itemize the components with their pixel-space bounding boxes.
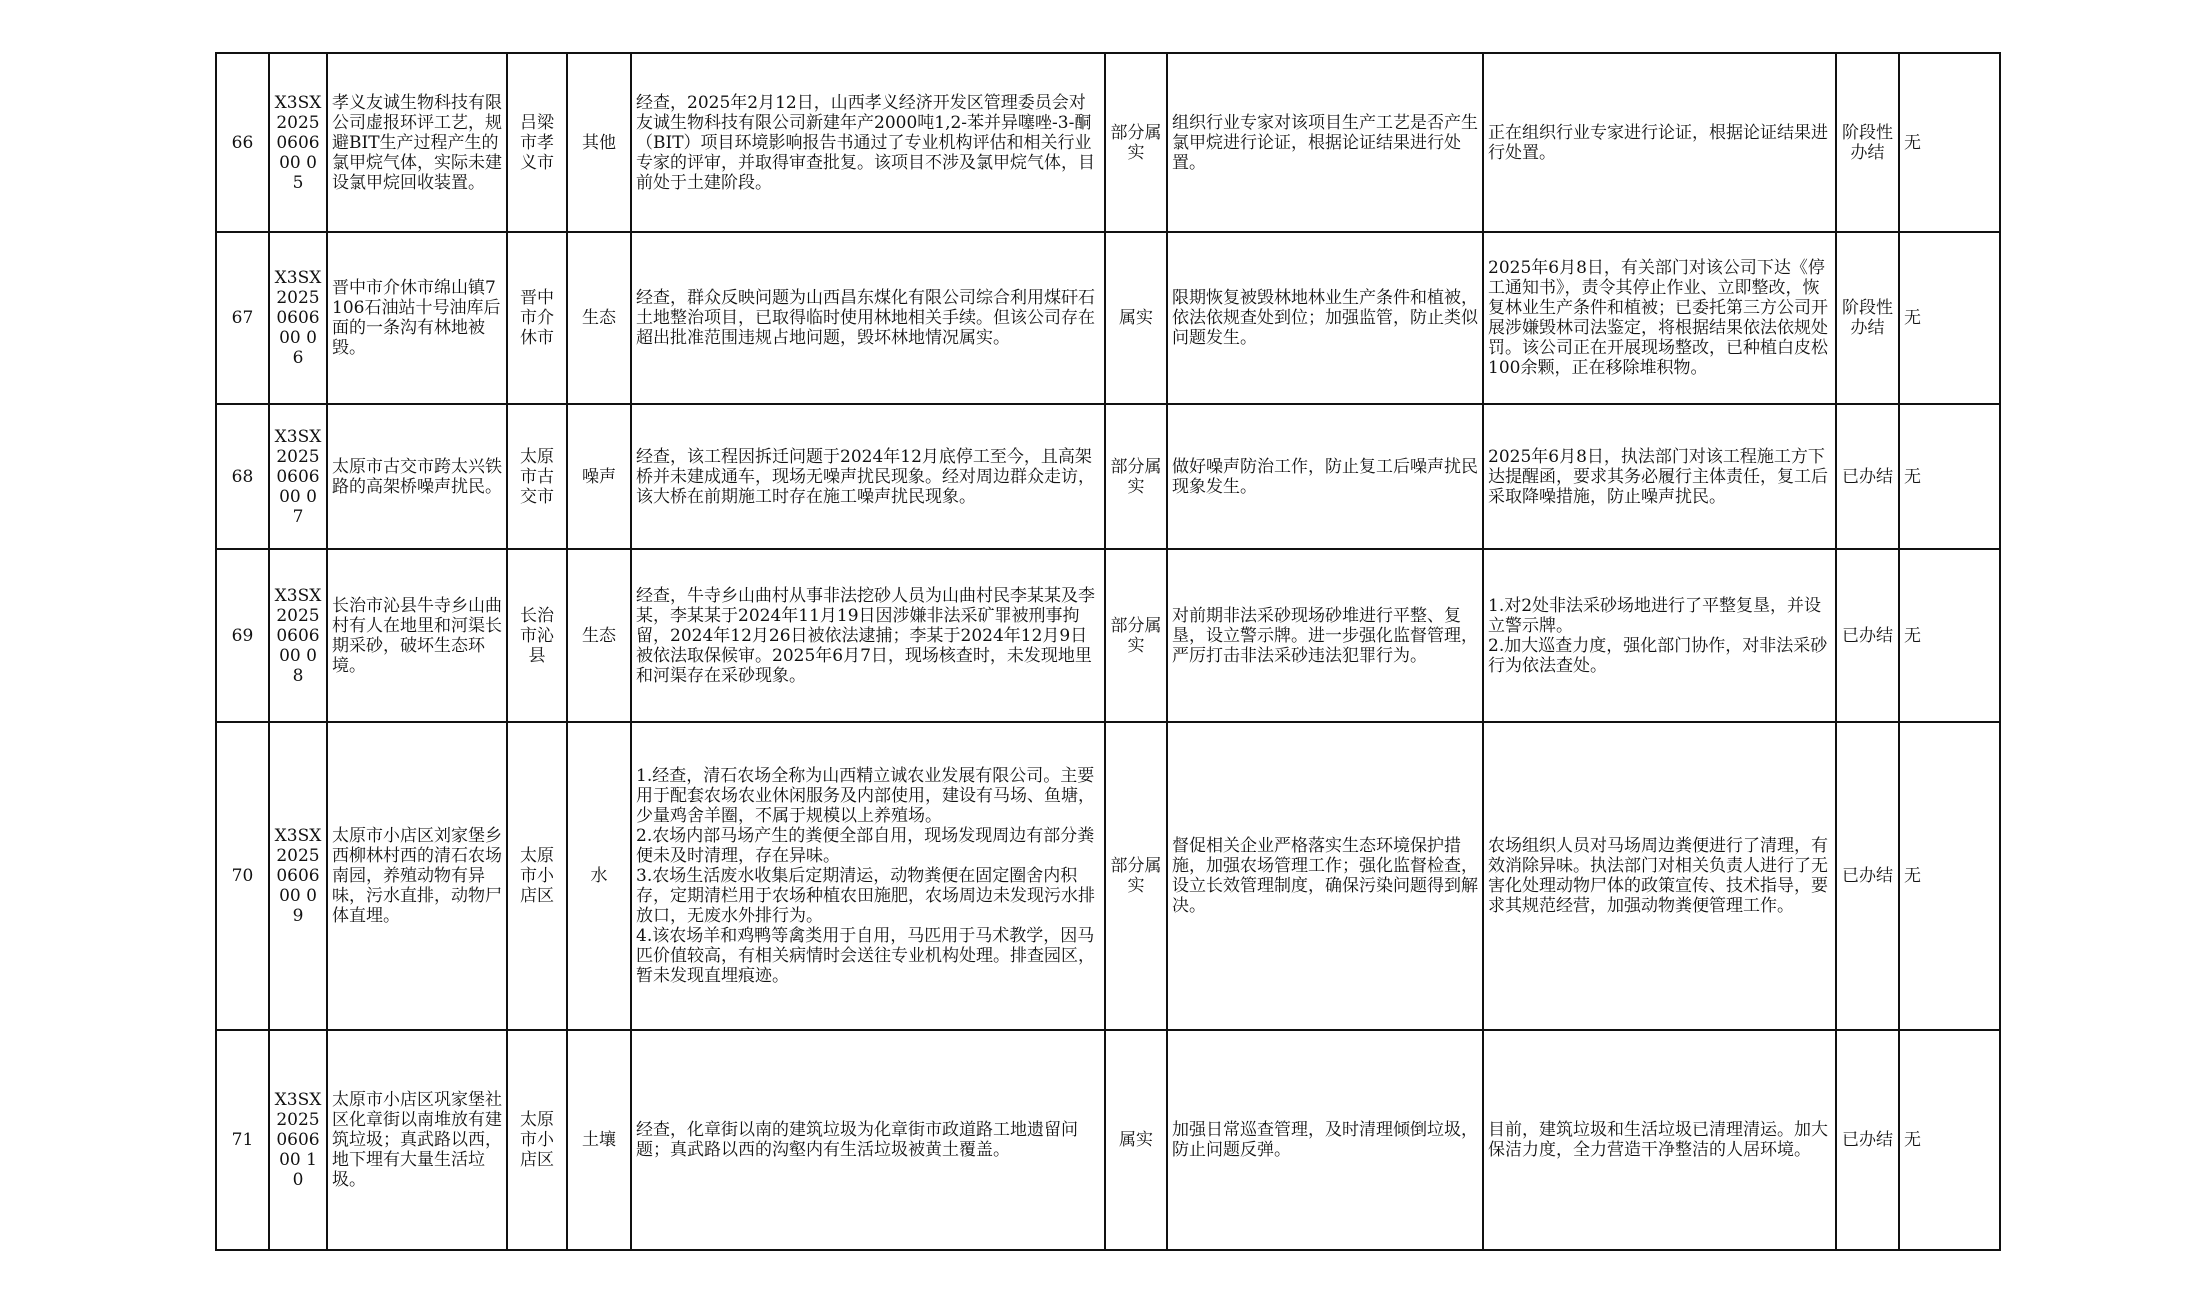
rectification-progress: 2025年6月8日，有关部门对该公司下达《停工通知书》，责令其停止作业、立即整改，恢复林业生产条件和植被；已委托第三方公司开展涉嫌毁林司法鉴定，将根据结果依法依规处罚。该公司正在开展现场整改，已种植白皮松100余颗，正在移除堆积物。 <box>1483 232 1836 404</box>
verification-result: 部分属实 <box>1105 404 1167 549</box>
verification-result: 属实 <box>1105 232 1167 404</box>
accountability: 无 <box>1899 722 2000 1030</box>
rectification-measures: 督促相关企业严格落实生态环境保护措施，加强农场管理工作；强化监督检查，设立长效管理制度，确保污染问题得到解决。 <box>1167 722 1483 1030</box>
verification-result: 部分属实 <box>1105 53 1167 232</box>
rectification-measures: 对前期非法采砂现场砂堆进行平整、复垦，设立警示牌。进一步强化监督管理，严厉打击非法采砂违法犯罪行为。 <box>1167 549 1483 722</box>
pollution-type: 噪声 <box>567 404 631 549</box>
row-number: 71 <box>216 1030 269 1250</box>
case-code: X3SX2025060600 07 <box>269 404 327 549</box>
problem-description: 长治市沁县牛寺乡山曲村有人在地里和河渠长期采砂，破坏生态环境。 <box>327 549 507 722</box>
case-code: X3SX2025060600 09 <box>269 722 327 1030</box>
case-status: 阶段性办结 <box>1836 232 1899 404</box>
case-code: X3SX2025060600 10 <box>269 1030 327 1250</box>
rectification-progress: 正在组织行业专家进行论证，根据论证结果进行处置。 <box>1483 53 1836 232</box>
progress-item: 2.加大巡查力度，强化部门协作，对非法采砂行为依法查处。 <box>1488 635 1828 676</box>
rectification-measures: 组织行业专家对该项目生产工艺是否产生氯甲烷进行论证，根据论证结果进行处置。 <box>1167 53 1483 232</box>
problem-description: 太原市小店区巩家堡社区化章街以南堆放有建筑垃圾；真武路以西，地下埋有大量生活垃圾。 <box>327 1030 507 1250</box>
rectification-progress: 农场组织人员对马场周边粪便进行了清理，有效消除异味。执法部门对相关负责人进行了无害化处理动物尸体的政策宣传、技术指导，要求其规范经营，加强动物粪便管理工作。 <box>1483 722 1836 1030</box>
row-number: 67 <box>216 232 269 404</box>
administrative-region: 吕梁市孝义市 <box>507 53 567 232</box>
pollution-type: 其他 <box>567 53 631 232</box>
investigation-findings: 经查，该工程因拆迁问题于2024年12月底停工至今，且高架桥并未建成通车，现场无噪声扰民现象。经对周边群众走访，该大桥在前期施工时存在施工噪声扰民现象。 <box>631 404 1105 549</box>
rectification-progress <box>1483 549 1836 722</box>
administrative-region: 太原市小店区 <box>507 722 567 1030</box>
finding-item: 3.农场生活废水收集后定期清运，动物粪便在固定圈舍内积存，定期清栏用于农场种植农田施肥，农场周边未发现污水排放口，无废水外排行为。 <box>636 866 1095 926</box>
pollution-type: 土壤 <box>567 1030 631 1250</box>
case-status: 已办结 <box>1836 1030 1899 1250</box>
investigation-findings: 经查，化章街以南的建筑垃圾为化章街市政道路工地遗留问题；真武路以西的沟壑内有生活垃圾被黄土覆盖。 <box>631 1030 1105 1250</box>
finding-item: 4.该农场羊和鸡鸭等禽类用于自用，马匹用于马术教学，因马匹价值较高，有相关病情时会送往专业机构处理。排查园区，暂未发现直埋痕迹。 <box>636 926 1095 986</box>
case-code: X3SX2025060600 08 <box>269 549 327 722</box>
administrative-region: 晋中市介休市 <box>507 232 567 404</box>
rectification-measures: 加强日常巡查管理，及时清理倾倒垃圾，防止问题反弹。 <box>1167 1030 1483 1250</box>
problem-description: 太原市小店区刘家堡乡西柳林村西的清石农场南园，养殖动物有异味，污水直排，动物尸体直埋。 <box>327 722 507 1030</box>
table-row <box>216 549 2000 722</box>
complaint-table <box>215 52 2001 1251</box>
accountability: 无 <box>1899 53 2000 232</box>
complaint-table-container <box>215 52 1999 1251</box>
rectification-measures: 限期恢复被毁林地林业生产条件和植被，依法依规查处到位；加强监管，防止类似问题发生。 <box>1167 232 1483 404</box>
rectification-measures: 做好噪声防治工作，防止复工后噪声扰民现象发生。 <box>1167 404 1483 549</box>
pollution-type: 生态 <box>567 232 631 404</box>
row-number: 69 <box>216 549 269 722</box>
table-row <box>216 232 2000 404</box>
problem-description: 太原市古交市跨太兴铁路的高架桥噪声扰民。 <box>327 404 507 549</box>
case-status: 阶段性办结 <box>1836 53 1899 232</box>
table-row <box>216 53 2000 232</box>
row-number: 70 <box>216 722 269 1030</box>
pollution-type: 生态 <box>567 549 631 722</box>
rectification-progress: 目前，建筑垃圾和生活垃圾已清理清运。加大保洁力度，全力营造干净整洁的人居环境。 <box>1483 1030 1836 1250</box>
administrative-region: 太原市小店区 <box>507 1030 567 1250</box>
problem-description: 孝义友诚生物科技有限公司虚报环评工艺，规避BIT生产过程产生的氯甲烷气体，实际未建设氯甲烷回收装置。 <box>327 53 507 232</box>
investigation-findings <box>631 722 1105 1030</box>
verification-result: 部分属实 <box>1105 722 1167 1030</box>
pollution-type: 水 <box>567 722 631 1030</box>
table-row <box>216 722 2000 1030</box>
investigation-findings: 经查，2025年2月12日，山西孝义经济开发区管理委员会对友诚生物科技有限公司新建年产2000吨1,2-苯并异噻唑-3-酮（BIT）项目环境影响报告书通过了专业机构评估和相关行业专家的评审，并取得审查批复。该项目不涉及氯甲烷气体，目前处于土建阶段。 <box>631 53 1105 232</box>
accountability: 无 <box>1899 404 2000 549</box>
progress-item: 1.对2处非法采砂场地进行了平整复垦，并设立警示牌。 <box>1488 595 1822 636</box>
case-code: X3SX2025060600 06 <box>269 232 327 404</box>
table-row <box>216 404 2000 549</box>
accountability: 无 <box>1899 1030 2000 1250</box>
finding-item: 2.农场内部马场产生的粪便全部自用，现场发现周边有部分粪便未及时清理，存在异味。 <box>636 826 1095 866</box>
case-status: 已办结 <box>1836 549 1899 722</box>
accountability: 无 <box>1899 549 2000 722</box>
row-number: 68 <box>216 404 269 549</box>
administrative-region: 长治市沁县 <box>507 549 567 722</box>
case-status: 已办结 <box>1836 404 1899 549</box>
case-status: 已办结 <box>1836 722 1899 1030</box>
problem-description: 晋中市介休市绵山镇7106石油站十号油库后面的一条沟有林地被毁。 <box>327 232 507 404</box>
table-row <box>216 1030 2000 1250</box>
finding-item: 1.经查，清石农场全称为山西精立诚农业发展有限公司。主要用于配套农场农业休闲服务及内部使用，建设有马场、鱼塘，少量鸡舍羊圈，不属于规模以上养殖场。 <box>636 766 1095 826</box>
row-number: 66 <box>216 53 269 232</box>
investigation-findings: 经查，群众反映问题为山西昌东煤化有限公司综合利用煤矸石土地整治项目，已取得临时使用林地相关手续。但该公司存在超出批准范围违规占地问题，毁坏林地情况属实。 <box>631 232 1105 404</box>
accountability: 无 <box>1899 232 2000 404</box>
verification-result: 部分属实 <box>1105 549 1167 722</box>
rectification-progress: 2025年6月8日，执法部门对该工程施工方下达提醒函，要求其务必履行主体责任，复工后采取降噪措施，防止噪声扰民。 <box>1483 404 1836 549</box>
verification-result: 属实 <box>1105 1030 1167 1250</box>
administrative-region: 太原市古交市 <box>507 404 567 549</box>
case-code: X3SX2025060600 05 <box>269 53 327 232</box>
investigation-findings: 经查，牛寺乡山曲村从事非法挖砂人员为山曲村民李某某及李某，李某某于2024年11月19日因涉嫌非法采矿罪被刑事拘留，2024年12月26日被依法逮捕；李某于2024年12月9日被依法取保候审。2025年6月7日，现场核查时，未发现地里和河渠存在采砂现象。 <box>631 549 1105 722</box>
